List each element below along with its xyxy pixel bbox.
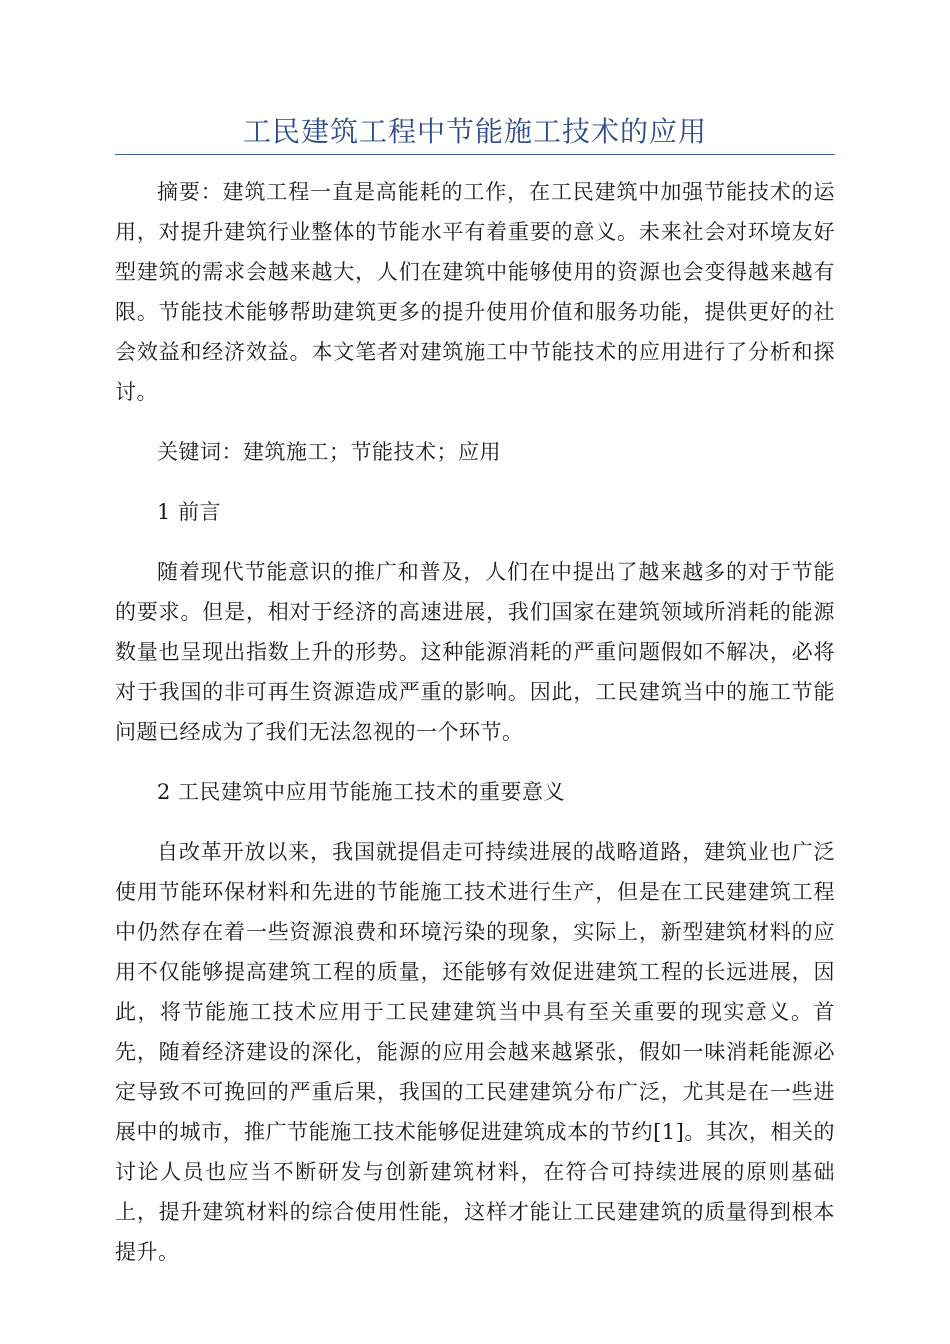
paragraph-gap [115, 472, 835, 492]
paragraph-gap [115, 412, 835, 432]
document-body [115, 172, 835, 1272]
section-1-paragraph: 随着现代节能意识的推广和普及，人们在中提出了越来越多的对于节能的要求。但是，相对于经济的高速进展，我们国家在建筑领域所消耗的能源数量也呈现出指数上升的形势。这种能源消耗的严重问题假如不解决，必将对于我国的非可再生资源造成严重的影响。因此，工民建筑当中的施工节能问题已经成为了我们无法忽视的一个环节。 [115, 560, 835, 744]
section-2-heading: 2 工民建筑中应用节能施工技术的重要意义 [157, 780, 566, 804]
section-2-paragraph: 自改革开放以来，我国就提倡走可持续进展的战略道路，建筑业也广泛使用节能环保材料和先进的节能施工技术进行生产，但是在工民建建筑工程中仍然存在着一些资源浪费和环境污染的现象，实际上，新型建筑材料的应用不仅能够提高建筑工程的质量，还能够有效促进建筑工程的长远进展，因此，将节能施工技术应用于工民建建筑当中具有至关重要的现实意义。首先，随着经济建设的深化，能源的应用会越来越紧张，假如一味消耗能源必定导致不可挽回的严重后果，我国的工民建建筑分布广泛，尤其是在一些进展中的城市，推广节能施工技术能够促进建筑成本的节约[1]。其次，相关的讨论人员也应当不断研发与创新建筑材料，在符合可持续进展的原则基础上，提升建筑材料的综合使用性能，这样才能让工民建建筑的质量得到根本提升。 [115, 840, 835, 1264]
section-1-heading: 1 前言 [157, 500, 222, 524]
title-underline [115, 154, 835, 155]
document-title: 工民建筑工程中节能施工技术的应用 [242, 115, 707, 148]
paragraph-gap [115, 812, 835, 832]
paragraph-gap [115, 752, 835, 772]
paragraph-gap [115, 532, 835, 552]
abstract-paragraph: 摘要：建筑工程一直是高能耗的工作，在工民建筑中加强节能技术的运用，对提升建筑行业整体的节能水平有着重要的意义。未来社会对环境友好型建筑的需求会越来越大，人们在建筑中能够使用的资源也会变得越来越有限。节能技术能够帮助建筑更多的提升使用价值和服务功能，提供更好的社会效益和经济效益。本文笔者对建筑施工中节能技术的应用进行了分析和探讨。 [115, 180, 835, 404]
keywords-line: 关键词：建筑施工；节能技术；应用 [157, 440, 501, 464]
